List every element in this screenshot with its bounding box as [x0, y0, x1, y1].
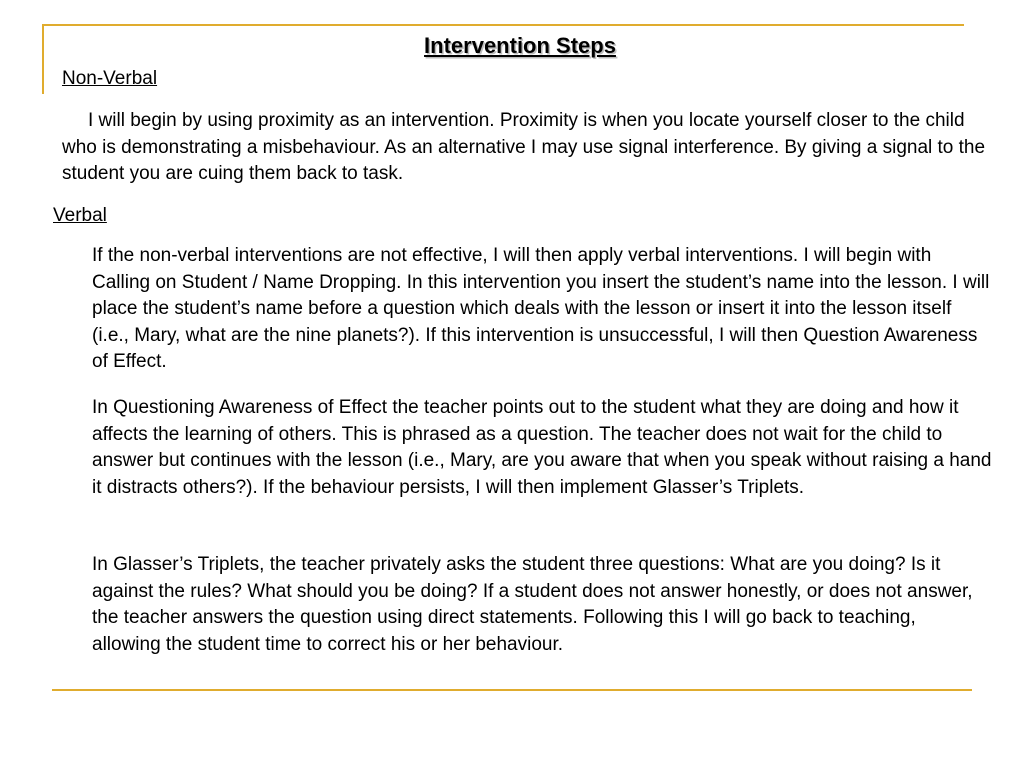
verbal-paragraph-name-dropping: If the non-verbal interventions are not effective, I will then apply verbal interventions. I will begin with Calling on Student / Name Dropping. In this intervention you insert the student’s name into the lesson. I will place the student’s name before a question which deals with the lesson or insert it into the lesson itself (i.e., Mary, what are the nine planets?). If this intervention is unsuccessful, I will then Question Awareness of Effect.: [92, 245, 990, 372]
nonverbal-paragraph: I will begin by using proximity as an intervention. Proximity is when you locate yourself closer to the child who is demonstrating a misbehaviour. As an alternative I may use signal interference. By giving a signal to the student you are cuing them back to task.: [62, 110, 986, 184]
verbal-paragraph-glassers-triplets: In Glasser’s Triplets, the teacher privately asks the student three questions: What are you doing? Is it against the rules? What should you be doing? If a student does not answer honestly, or does not answer, the teacher answers the question using direct statements. Following this I will go back to teaching, allowing the student time to correct his or her behaviour.: [92, 554, 973, 655]
bottom-divider-line: [52, 689, 972, 691]
verbal-paragraph-awareness-of-effect: In Questioning Awareness of Effect the teacher points out to the student what they are doing and how it affects the learning of others. This is phrased as a question. The teacher does not wait for the child to answer but continues with the lesson (i.e., Mary, are you aware that when you speak without raising a hand it distracts others?). If the behaviour persists, I will then implement Glasser’s Triplets.: [92, 397, 992, 498]
top-divider-line: [42, 24, 964, 26]
left-divider-line: [42, 24, 44, 94]
slide-title: Intervention Steps: [424, 33, 616, 58]
nonverbal-heading: Non-Verbal: [62, 68, 158, 89]
verbal-heading: Verbal: [53, 205, 107, 226]
